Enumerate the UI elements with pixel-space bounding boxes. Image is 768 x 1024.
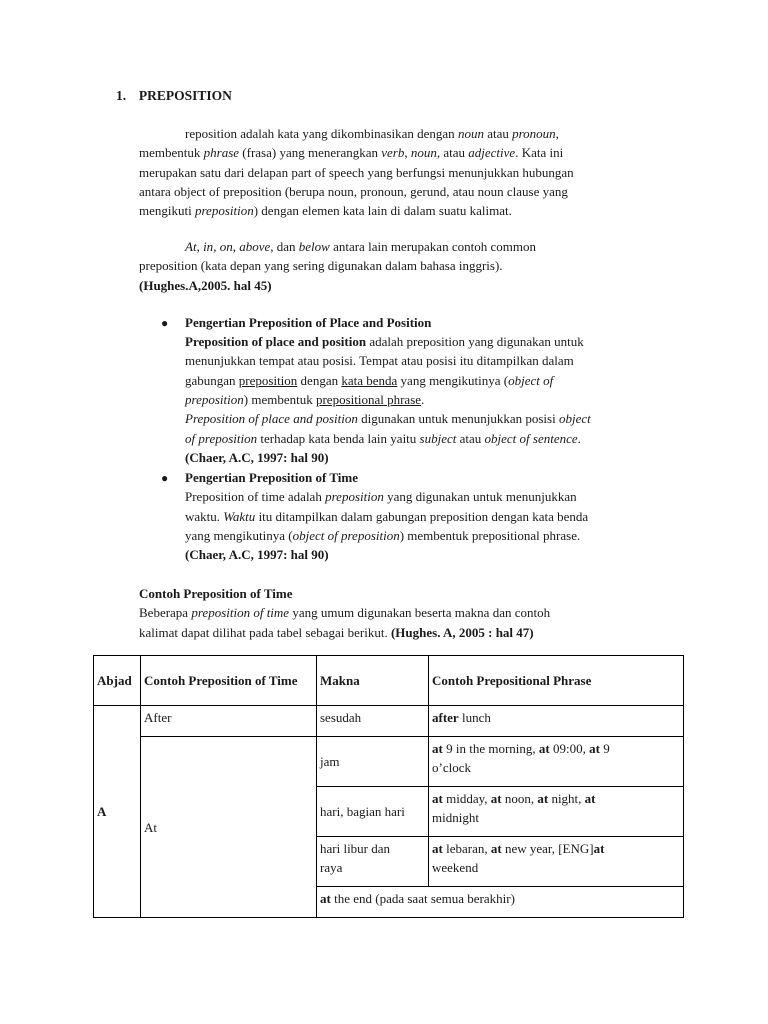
- para2-line1: At, in, on, above, dan below antara lain merupakan contoh common: [185, 239, 536, 254]
- para1-line1: reposition adalah kata yang dikombinasikan dengan noun atau pronoun,: [185, 126, 559, 141]
- bullet1-line3: gabungan preposition dengan kata benda yang mengikutinya (object of: [185, 373, 554, 388]
- bullet2-line1: Preposition of time adalah preposition yang digunakan untuk menunjukkan: [185, 489, 577, 504]
- makna-cell: sesudah: [317, 706, 429, 737]
- contoh-title: Contoh Preposition of Time: [139, 586, 293, 601]
- bullet1-line2: menunjukkan tempat atau posisi. Tempat atau posisi itu ditampilkan dalam: [185, 353, 574, 368]
- para2-citation: (Hughes.A,2005. hal 45): [139, 278, 272, 293]
- header-abjad: Abjad: [94, 656, 141, 706]
- contoh-line1: Beberapa preposition of time yang umum digunakan beserta makna dan contoh: [139, 605, 551, 620]
- header-makna: Makna: [317, 656, 429, 706]
- para1-line3: merupakan satu dari delapan part of speech yang berfungsi menunjukkan hubungan: [139, 165, 574, 180]
- bullet-icon: ●: [161, 316, 169, 330]
- section-number: 1.: [116, 88, 127, 103]
- abjad-letter-cell: A: [94, 706, 141, 918]
- bullet1-title: Pengertian Preposition of Place and Position: [185, 315, 432, 330]
- prep-cell-at: At: [141, 737, 317, 918]
- makna-cell: jam: [317, 737, 429, 787]
- section-title: PREPOSITION: [138, 88, 232, 103]
- contoh-line2: kalimat dapat dilihat pada tabel sebagai berikut. (Hughes. A, 2005 : hal 47): [139, 625, 534, 640]
- phrase-cell: at midday, at noon, at night, at midnight: [429, 787, 684, 837]
- para1-line2: membentuk phrase (frasa) yang menerangkan verb, noun, atau adjective. Kata ini: [139, 145, 564, 160]
- prep-cell-after: After: [141, 706, 317, 737]
- table-row: [94, 706, 684, 737]
- phrase-cell: after lunch: [429, 706, 684, 737]
- bullet1-line1: Preposition of place and position adalah preposition yang digunakan untuk: [185, 334, 584, 349]
- preposition-table: [93, 655, 684, 918]
- para1-line5: mengikuti preposition) dengan elemen kata lain di dalam suatu kalimat.: [139, 203, 512, 218]
- table-row: [94, 737, 684, 787]
- header-contoh: Contoh Preposition of Time: [141, 656, 317, 706]
- bullet1-line6: of preposition terhadap kata benda lain yaitu subject atau object of sentence.: [185, 431, 581, 446]
- para1-line4: antara object of preposition (berupa noun, pronoun, gerund, atau noun clause yang: [139, 184, 568, 199]
- header-phrase: Contoh Prepositional Phrase: [429, 656, 684, 706]
- bullet1-line5: Preposition of place and position digunakan untuk menunjukkan posisi object: [185, 411, 591, 426]
- section-heading: [116, 88, 232, 104]
- bullet-icon: ●: [161, 471, 169, 485]
- bullet2-line2: waktu. Waktu itu ditampilkan dalam gabungan preposition dengan kata benda: [185, 509, 589, 524]
- phrase-cell: at 9 in the morning, at 09:00, at 9 o’clock: [429, 737, 684, 787]
- bullet2-line3: yang mengikutinya (object of preposition) membentuk prepositional phrase.: [185, 528, 581, 543]
- makna-cell: hari libur dan raya: [317, 837, 429, 887]
- bullet2-title: Pengertian Preposition of Time: [185, 470, 358, 485]
- table-header-row: [94, 656, 684, 706]
- phrase-cell: at lebaran, at new year, [ENG]at weekend: [429, 837, 684, 887]
- phrase-cell-wide: at the end (pada saat semua berakhir): [317, 887, 684, 918]
- makna-cell: hari, bagian hari: [317, 787, 429, 837]
- bullet1-line4: preposition) membentuk prepositional phrase.: [185, 392, 425, 407]
- bullet2-citation: (Chaer, A.C, 1997: hal 90): [185, 547, 329, 562]
- para2-line2: preposition (kata depan yang sering digunakan dalam bahasa inggris).: [139, 258, 503, 273]
- bullet1-citation: (Chaer, A.C, 1997: hal 90): [185, 450, 329, 465]
